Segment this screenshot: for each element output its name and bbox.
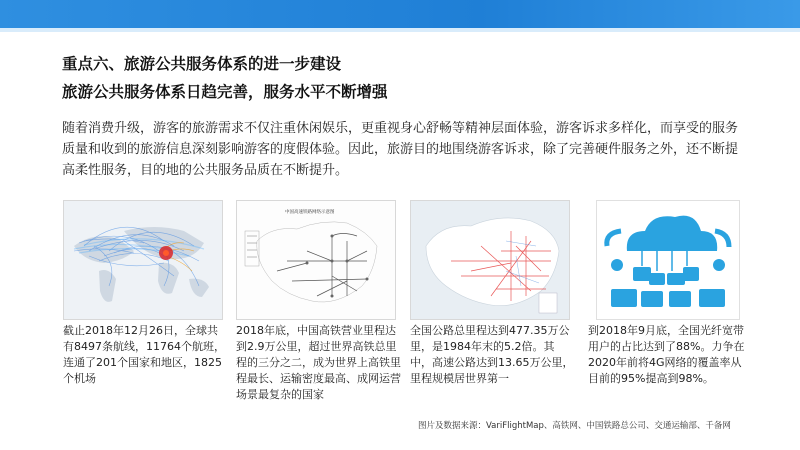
network-cloud-graphic bbox=[597, 201, 739, 319]
world-map-graphic bbox=[64, 201, 222, 319]
network-cloud-image bbox=[596, 200, 740, 320]
flight-route-map-image bbox=[63, 200, 223, 320]
banner-underline bbox=[0, 28, 800, 32]
intro-paragraph: 随着消费升级，游客的旅游需求不仅注重休闲娱乐，更重视身心舒畅等精神层面体验，游客诉求多样化，而享受的服务质量和收到的旅游信息深刻影响游客的度假体验。因此，旅游目的地围绕游客诉求，除了完善硬件服务之外，还不断提高柔性服务，目的地的公共服务品质在不断提升。 bbox=[62, 121, 739, 178]
top-banner bbox=[0, 0, 800, 28]
high-speed-rail-map-image bbox=[236, 200, 396, 320]
highway-network-graphic bbox=[411, 201, 569, 319]
page-title: 重点六、旅游公共服务体系的进一步建设 bbox=[62, 55, 342, 73]
highway-caption: 全国公路总里程达到477.35万公里，是1984年末的5.2倍。其中，高速公路达到13.65万公里，里程规模居世界第一 bbox=[410, 324, 574, 385]
page-subtitle: 旅游公共服务体系日趋完善，服务水平不断增强 bbox=[62, 83, 388, 101]
rail-network-graphic bbox=[237, 201, 395, 319]
flight-caption: 截止2018年12月26日，全球共有8497条航线，11764个航班，连通了201个国家和地区，1825个机场 bbox=[63, 324, 225, 385]
broadband-caption: 到2018年9月底，全国光纤宽带用户的占比达到了88%。力争在2020年前将4G网络的覆盖率从目前的95%提高到98%。 bbox=[588, 324, 745, 385]
source-note: 图片及数据来源：VariFlightMap、高铁网、中国铁路总公司、交通运输部、千备网 bbox=[418, 421, 731, 431]
highway-map-image bbox=[410, 200, 570, 320]
rail-caption: 2018年底，中国高铁营业里程达到2.9万公里，超过世界高铁总里程的三分之二，成为世界上高铁里程最长、运输密度最高、成网运营场景最复杂的国家 bbox=[236, 324, 401, 401]
rail-map-title: 中国高速铁路网络示意图 bbox=[285, 210, 335, 215]
